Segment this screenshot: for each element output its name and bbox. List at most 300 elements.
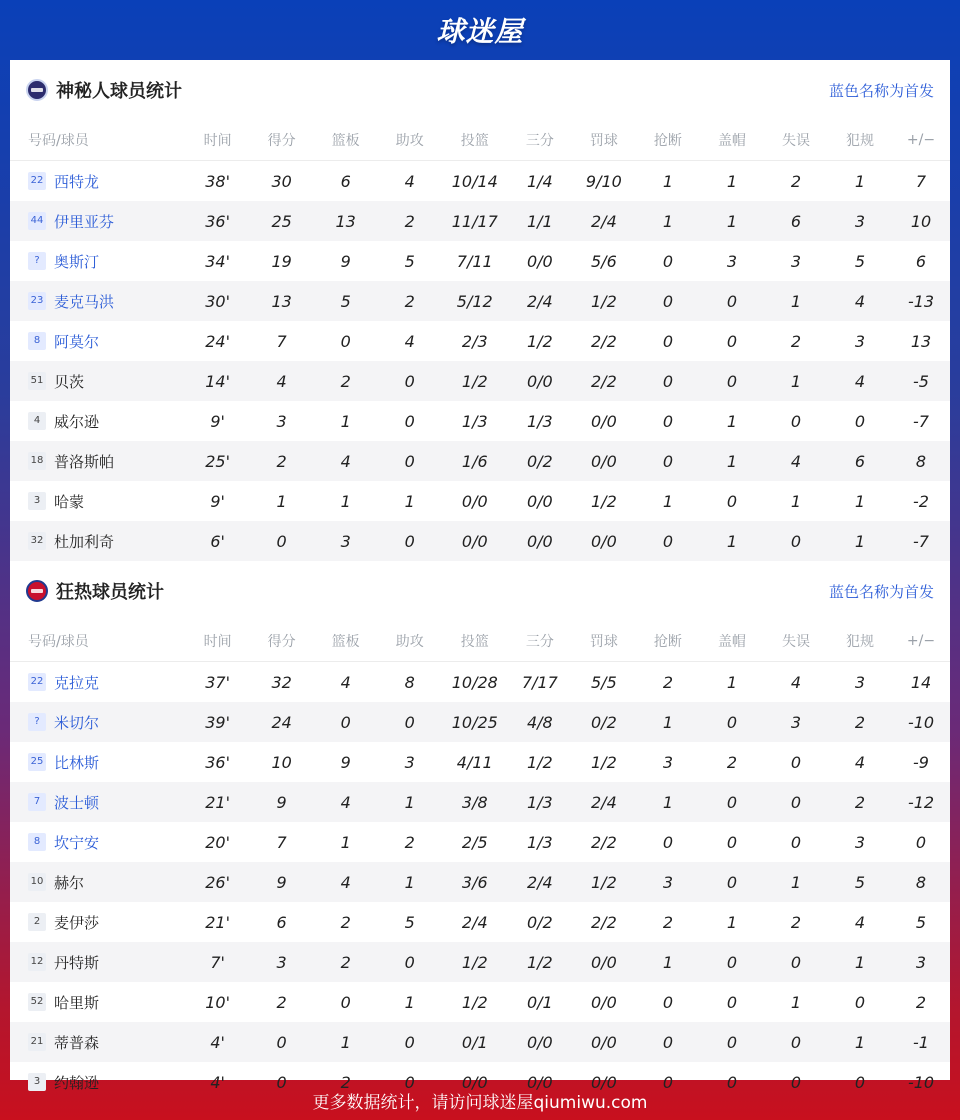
stat-cell: 3 <box>854 331 866 351</box>
column-header: 盖帽 <box>700 621 764 662</box>
table-row[interactable] <box>10 241 950 281</box>
stat-cell: 0/2 <box>572 702 636 742</box>
stat-cell: 1/2 <box>591 491 617 511</box>
stat-cell: 0/0 <box>461 1072 488 1092</box>
stat-cell: 0 <box>726 1072 738 1092</box>
stat-cell: 0 <box>790 411 802 431</box>
stat-cell: 4 <box>314 782 378 822</box>
stat-cell: 1 <box>378 782 442 822</box>
stat-cell: 1/2 <box>526 752 553 772</box>
stat-cell: 2 <box>726 752 738 772</box>
stat-cell: 5 <box>404 912 415 932</box>
stat-cell: 0 <box>662 251 673 271</box>
table-row[interactable] <box>10 361 950 401</box>
table-row[interactable] <box>10 902 950 942</box>
section-title: 神秘人球员统计 <box>56 81 182 102</box>
player-cell <box>10 361 186 401</box>
stat-cell: 0/0 <box>572 942 636 982</box>
player-name-link[interactable]: 波士顿 <box>54 793 100 812</box>
player-cell <box>10 441 186 481</box>
stat-cell: 4' <box>186 1022 250 1062</box>
player-cell <box>10 201 186 241</box>
stat-cell: 1 <box>340 491 351 511</box>
stat-cell: 1/2 <box>442 942 508 982</box>
player-name-link[interactable]: 奥斯汀 <box>54 252 100 271</box>
team-logo-icon <box>26 580 48 602</box>
table-row[interactable] <box>10 201 950 241</box>
stat-cell: 5/12 <box>442 281 508 321</box>
stat-cell: 4/8 <box>508 702 572 742</box>
stat-cell: 0 <box>700 281 764 321</box>
stat-cell: 0/1 <box>526 992 553 1012</box>
stat-cell: 8 <box>892 441 950 481</box>
stat-cell: 2 <box>378 201 442 241</box>
stat-cell: 2/5 <box>461 832 488 852</box>
stat-cell: -13 <box>892 281 950 321</box>
stat-cell: 1/3 <box>461 411 488 431</box>
player-name-link[interactable]: 克拉克 <box>54 673 100 692</box>
stat-cell: 0 <box>700 702 764 742</box>
stat-cell: 9/10 <box>585 171 622 191</box>
stats-table <box>10 621 950 1102</box>
stat-cell: 4' <box>210 1072 225 1092</box>
jersey-number-badge: 44 <box>28 212 46 230</box>
table-row[interactable] <box>10 1022 950 1062</box>
stat-cell: 3 <box>764 702 828 742</box>
stats-table <box>10 120 950 561</box>
stat-cell: 10/28 <box>451 672 498 692</box>
stat-cell: 5 <box>828 862 892 902</box>
site-logo: 球迷屋 <box>436 15 524 48</box>
table-row[interactable] <box>10 982 950 1022</box>
player-cell <box>10 742 186 782</box>
player-cell <box>10 481 186 521</box>
stat-cell: 36' <box>186 201 250 241</box>
stat-cell: 0/0 <box>526 491 553 511</box>
stat-cell: 4 <box>340 672 351 692</box>
stat-cell: -1 <box>892 1022 950 1062</box>
stat-cell: 5/5 <box>591 672 617 692</box>
player-cell <box>10 321 186 361</box>
stat-cell: 1 <box>700 521 764 561</box>
stat-cell: -12 <box>892 782 950 822</box>
jersey-number-badge: 22 <box>28 673 46 691</box>
section-title: 狂热球员统计 <box>56 582 164 603</box>
team-section <box>10 561 950 1102</box>
stat-cell: 1 <box>764 862 828 902</box>
jersey-number-badge: 21 <box>28 1033 46 1051</box>
stat-cell: 0 <box>790 1072 802 1092</box>
stat-cell: 0/0 <box>442 521 508 561</box>
stat-cell: 3 <box>726 251 738 271</box>
stat-cell: 21' <box>205 912 230 932</box>
stat-cell: 1 <box>340 411 351 431</box>
jersey-number-badge: 8 <box>28 332 46 350</box>
stat-cell: 3 <box>790 251 802 271</box>
player-name-link[interactable]: 麦伊莎 <box>54 913 100 932</box>
stat-cell: 2/2 <box>591 912 617 932</box>
stat-cell: 10' <box>205 992 230 1012</box>
player-name-link[interactable]: 哈蒙 <box>54 492 85 511</box>
stat-cell: 3 <box>636 862 700 902</box>
column-header: +/− <box>892 120 950 161</box>
player-name-link[interactable]: 蒂普森 <box>54 1033 100 1052</box>
jersey-number-badge: 18 <box>28 452 46 470</box>
column-header: 罚球 <box>572 621 636 662</box>
stat-cell: 2 <box>378 281 442 321</box>
stat-cell: 0 <box>636 281 700 321</box>
stat-cell: -7 <box>913 411 929 431</box>
column-header: 助攻 <box>378 120 442 161</box>
player-name-link[interactable]: 贝茨 <box>54 372 85 391</box>
stat-cell: 0 <box>378 521 442 561</box>
column-header: 时间 <box>186 621 250 662</box>
table-row[interactable] <box>10 481 950 521</box>
stat-cell: 3 <box>404 752 415 772</box>
stat-cell: 13 <box>314 201 378 241</box>
column-header: 号码/球员 <box>10 120 186 161</box>
stat-cell: 2 <box>404 832 415 852</box>
stat-cell: 1 <box>700 441 764 481</box>
player-name-link[interactable]: 赫尔 <box>54 873 85 892</box>
stat-cell: 4/11 <box>456 752 493 772</box>
stat-cell: 19 <box>271 251 292 271</box>
player-name-link[interactable]: 丹特斯 <box>54 953 100 972</box>
stat-cell: 1 <box>764 281 828 321</box>
stat-cell: 36' <box>205 752 230 772</box>
starter-legend-note: 蓝色名称为首发 <box>828 582 934 601</box>
player-name-link[interactable]: 哈里斯 <box>54 993 100 1012</box>
stat-cell: 4 <box>790 672 802 692</box>
jersey-number-badge: ? <box>28 252 46 270</box>
stat-cell: 1 <box>404 491 415 511</box>
table-header-row <box>10 621 950 662</box>
stat-cell: 1 <box>662 491 673 511</box>
stat-cell: 4 <box>828 361 892 401</box>
stat-cell: 0/0 <box>508 521 572 561</box>
stat-cell: 4 <box>404 171 415 191</box>
stat-cell: 1/2 <box>591 752 617 772</box>
stat-cell: 0 <box>764 1022 828 1062</box>
stat-cell: 0/0 <box>591 992 617 1012</box>
stat-cell: 5 <box>915 912 927 932</box>
column-header: 投篮 <box>442 120 508 161</box>
player-name-link[interactable]: 约翰逊 <box>54 1073 100 1092</box>
stat-cell: 1/3 <box>526 411 553 431</box>
stat-cell: 2/4 <box>508 862 572 902</box>
stat-cell: 2 <box>790 912 802 932</box>
stat-cell: 9' <box>210 491 225 511</box>
table-row[interactable] <box>10 521 950 561</box>
stat-cell: 9 <box>340 251 351 271</box>
stat-cell: 4 <box>250 361 314 401</box>
team-logo-icon <box>26 79 48 101</box>
stat-cell: 0 <box>636 441 700 481</box>
stat-cell: 4 <box>314 862 378 902</box>
player-name-link[interactable]: 西特龙 <box>54 172 100 191</box>
stat-cell: 0 <box>726 832 738 852</box>
stat-cell: 7 <box>915 171 927 191</box>
stat-cell: -9 <box>913 752 929 772</box>
stat-cell: 1/4 <box>526 171 553 191</box>
player-cell <box>10 401 186 441</box>
stat-cell: 32 <box>271 672 292 692</box>
footer-banner <box>0 1080 960 1120</box>
column-header: 盖帽 <box>700 120 764 161</box>
player-cell <box>10 1022 186 1062</box>
stat-cell: 10/14 <box>451 171 498 191</box>
stat-cell: 24' <box>205 331 230 351</box>
stat-cell: 8 <box>404 672 415 692</box>
stat-cell: 2 <box>790 331 802 351</box>
player-name-link[interactable]: 威尔逊 <box>54 412 100 431</box>
stat-cell: 1 <box>764 361 828 401</box>
stat-cell: 1 <box>636 782 700 822</box>
table-row[interactable] <box>10 281 950 321</box>
player-cell <box>10 782 186 822</box>
stat-cell: 0/0 <box>508 1022 572 1062</box>
stat-cell: 0 <box>700 862 764 902</box>
stat-cell: 2 <box>314 361 378 401</box>
stat-cell: 0/2 <box>526 912 553 932</box>
stat-cell: 1/2 <box>572 281 636 321</box>
stat-cell: 0 <box>854 411 866 431</box>
jersey-number-badge: 12 <box>28 953 46 971</box>
stat-cell: 0/2 <box>508 441 572 481</box>
stat-cell: 0 <box>378 1022 442 1062</box>
stat-cell: 0 <box>790 752 802 772</box>
player-name-link[interactable]: 普洛斯帕 <box>54 452 115 471</box>
stat-cell: 1 <box>790 491 802 511</box>
player-cell <box>10 702 186 742</box>
player-cell <box>10 281 186 321</box>
stat-cell: 2/2 <box>591 832 617 852</box>
column-header: 得分 <box>250 120 314 161</box>
stat-cell: 30 <box>271 171 292 191</box>
stat-cell: 0 <box>404 411 415 431</box>
column-header: 时间 <box>186 120 250 161</box>
player-name-link[interactable]: 米切尔 <box>54 713 100 732</box>
table-row[interactable] <box>10 662 950 703</box>
table-row[interactable] <box>10 942 950 982</box>
stat-cell: 1 <box>790 992 802 1012</box>
stat-cell: 5/6 <box>591 251 617 271</box>
stat-cell: 7 <box>276 331 287 351</box>
stat-cell: 1 <box>726 672 738 692</box>
stat-cell: 0/0 <box>461 491 488 511</box>
stat-cell: 1/1 <box>508 201 572 241</box>
stat-cell: 0 <box>314 702 378 742</box>
stat-cell: 9' <box>210 411 225 431</box>
stat-cell: 1 <box>636 942 700 982</box>
stat-cell: 0 <box>662 992 673 1012</box>
stat-cell: 0/0 <box>572 521 636 561</box>
column-header: 三分 <box>508 120 572 161</box>
player-cell <box>10 822 186 862</box>
jersey-number-badge: 52 <box>28 993 46 1011</box>
stat-cell: 9 <box>340 752 351 772</box>
jersey-number-badge: 2 <box>28 913 46 931</box>
stat-cell: 5 <box>404 251 415 271</box>
player-name-link[interactable]: 坎宁安 <box>54 833 100 852</box>
table-row[interactable] <box>10 321 950 361</box>
jersey-number-badge: 7 <box>28 793 46 811</box>
stat-cell: 2 <box>340 912 351 932</box>
stat-cell: 10 <box>271 752 292 772</box>
stat-cell: 0 <box>854 1072 866 1092</box>
stat-cell: 0 <box>636 521 700 561</box>
column-header: 投篮 <box>442 621 508 662</box>
stats-card <box>10 60 950 1092</box>
stat-cell: 6 <box>340 171 351 191</box>
stat-cell: 14' <box>186 361 250 401</box>
stat-cell: 2/2 <box>591 331 617 351</box>
starter-legend-note: 蓝色名称为首发 <box>828 81 934 100</box>
stat-cell: 4 <box>404 331 415 351</box>
column-header: 犯规 <box>828 621 892 662</box>
stat-cell: 5 <box>854 251 866 271</box>
stat-cell: 20' <box>205 832 230 852</box>
column-header: 助攻 <box>378 621 442 662</box>
stat-cell: 4 <box>854 752 866 772</box>
stat-cell: 0 <box>662 832 673 852</box>
player-name-link[interactable]: 比林斯 <box>54 753 100 772</box>
player-name-link[interactable]: 麦克马洪 <box>54 292 115 311</box>
jersey-number-badge: 22 <box>28 172 46 190</box>
table-row[interactable] <box>10 441 950 481</box>
stat-cell: 3 <box>854 832 866 852</box>
table-row[interactable] <box>10 401 950 441</box>
stat-cell: 2/4 <box>572 201 636 241</box>
stat-cell: 0/0 <box>572 1022 636 1062</box>
stat-cell: 9 <box>250 862 314 902</box>
stat-cell: 0 <box>636 1022 700 1062</box>
stat-cell: 7' <box>186 942 250 982</box>
stat-cell: 3 <box>854 672 866 692</box>
app-header <box>0 0 960 60</box>
player-name-link[interactable]: 伊里亚芬 <box>54 212 115 231</box>
stat-cell: 0/1 <box>442 1022 508 1062</box>
stat-cell: 0 <box>340 992 351 1012</box>
stat-cell: 10/25 <box>442 702 508 742</box>
stat-cell: 1 <box>726 171 738 191</box>
stat-cell: 1 <box>662 171 673 191</box>
stat-cell: 2 <box>276 992 287 1012</box>
stat-cell: 3 <box>892 942 950 982</box>
stat-cell: -7 <box>892 521 950 561</box>
stat-cell: 0 <box>726 491 738 511</box>
player-name-link[interactable]: 杜加利奇 <box>54 532 115 551</box>
jersey-number-badge: 51 <box>28 372 46 390</box>
stat-cell: 6 <box>915 251 927 271</box>
player-cell <box>10 862 186 902</box>
stat-cell: 8 <box>892 862 950 902</box>
stat-cell: -10 <box>907 1072 935 1092</box>
table-row[interactable] <box>10 862 950 902</box>
stat-cell: 4 <box>764 441 828 481</box>
player-cell <box>10 902 186 942</box>
stat-cell: 7 <box>276 832 287 852</box>
stat-cell: 0 <box>790 832 802 852</box>
stat-cell: 2 <box>662 672 673 692</box>
stat-cell: 1 <box>828 521 892 561</box>
stat-cell: 0 <box>700 1022 764 1062</box>
column-header: 抢断 <box>636 120 700 161</box>
stat-cell: 2 <box>340 1072 351 1092</box>
column-header: 篮板 <box>314 120 378 161</box>
stat-cell: 1 <box>726 411 738 431</box>
section-header <box>10 561 950 621</box>
jersey-number-badge: 23 <box>28 292 46 310</box>
jersey-number-badge: 10 <box>28 873 46 891</box>
footer-text: 更多数据统计，请访问球迷屋qiumiwu.com <box>312 1092 648 1113</box>
column-header: 抢断 <box>636 621 700 662</box>
stat-cell: 0 <box>700 942 764 982</box>
stat-cell: 0 <box>378 361 442 401</box>
table-row[interactable] <box>10 822 950 862</box>
stat-cell: 0 <box>915 832 927 852</box>
table-row[interactable] <box>10 742 950 782</box>
stat-cell: 2/3 <box>461 331 488 351</box>
jersey-number-badge: 32 <box>28 532 46 550</box>
stat-cell: 1 <box>700 201 764 241</box>
stat-cell: 3 <box>250 942 314 982</box>
column-header: 号码/球员 <box>10 621 186 662</box>
stat-cell: 2/2 <box>572 361 636 401</box>
table-row[interactable] <box>10 782 950 822</box>
stat-cell: 3/6 <box>442 862 508 902</box>
stat-cell: 2 <box>314 942 378 982</box>
stat-cell: 0 <box>404 1072 415 1092</box>
team-section <box>10 60 950 561</box>
stat-cell: 0/0 <box>526 1072 553 1092</box>
stat-cell: 4 <box>854 912 866 932</box>
stat-cell: 0 <box>764 521 828 561</box>
stat-cell: 1/2 <box>442 361 508 401</box>
stat-cell: 2/4 <box>461 912 488 932</box>
stat-cell: 3 <box>314 521 378 561</box>
jersey-number-badge: 3 <box>28 1073 46 1091</box>
jersey-number-badge: 4 <box>28 412 46 430</box>
jersey-number-badge: ? <box>28 713 46 731</box>
stat-cell: 3 <box>662 752 673 772</box>
stat-cell: 1/3 <box>508 782 572 822</box>
stat-cell: 1 <box>726 912 738 932</box>
column-header: 得分 <box>250 621 314 662</box>
table-row[interactable] <box>10 702 950 742</box>
player-name-link[interactable]: 阿莫尔 <box>54 332 100 351</box>
stat-cell: 0 <box>764 782 828 822</box>
stat-cell: 0/0 <box>591 1072 617 1092</box>
stat-cell: 4 <box>314 441 378 481</box>
stat-cell: 24 <box>250 702 314 742</box>
table-row[interactable] <box>10 161 950 202</box>
stat-cell: 2 <box>250 441 314 481</box>
stat-cell: 0 <box>764 942 828 982</box>
stat-cell: 21' <box>186 782 250 822</box>
player-cell <box>10 161 186 202</box>
column-header: +/− <box>892 621 950 662</box>
player-cell <box>10 241 186 281</box>
table-header-row <box>10 120 950 161</box>
stat-cell: 10 <box>892 201 950 241</box>
stat-cell: 3/8 <box>442 782 508 822</box>
player-cell <box>10 662 186 703</box>
stat-cell: 0 <box>726 992 738 1012</box>
stat-cell: 30' <box>186 281 250 321</box>
stat-cell: 1 <box>854 491 866 511</box>
stat-cell: 1 <box>404 992 415 1012</box>
